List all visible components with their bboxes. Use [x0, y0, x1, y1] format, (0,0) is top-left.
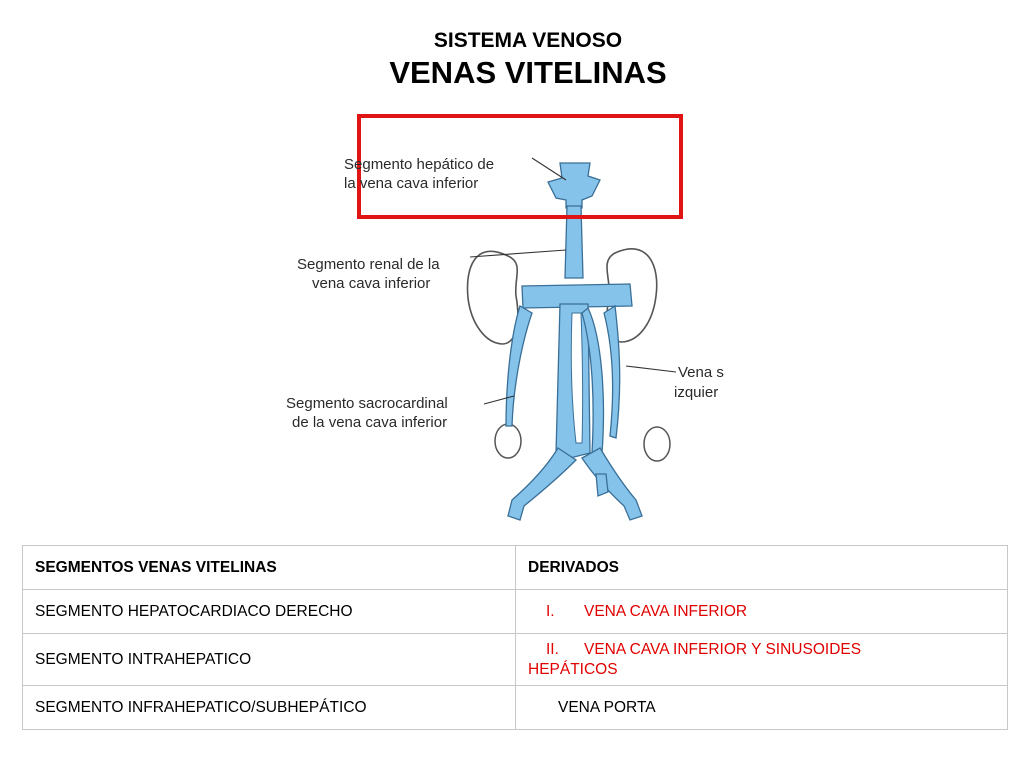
left-iliac: [508, 448, 576, 520]
derivative-number: II.: [546, 640, 559, 658]
derivative-text: VENA CAVA INFERIOR Y SINUSOIDES: [584, 640, 862, 658]
title-block: [0, 28, 1024, 92]
table-row: [23, 686, 1008, 730]
derivative-number: I.: [546, 602, 555, 620]
label-renal-1: Segmento renal de la: [297, 256, 440, 273]
header-derivatives: DERIVADOS: [516, 546, 1008, 590]
derivative-cell: [516, 590, 1008, 634]
table-row: [23, 590, 1008, 634]
derivative-cell: [516, 686, 1008, 730]
right-iliac: [582, 448, 642, 520]
label-sacrocardinal-1: Segmento sacrocardinal: [286, 395, 448, 412]
derivative-text: VENA CAVA INFERIOR: [584, 602, 748, 620]
derivative-text: VENA PORTA: [558, 698, 656, 716]
slide-title: VENAS VITELINAS: [389, 55, 667, 90]
table-row: [23, 634, 1008, 686]
label-renal-2: vena cava inferior: [312, 275, 431, 292]
header-segments: SEGMENTOS VENAS VITELINAS: [23, 546, 516, 590]
derivatives-table: [22, 545, 1008, 730]
segment-cell: SEGMENTO INFRAHEPATICO/SUBHEPÁTICO: [23, 686, 516, 730]
hepatic-segment: [548, 163, 600, 208]
slide-subtitle: SISTEMA VENOSO: [433, 29, 623, 52]
derivative-cell: [516, 634, 1008, 686]
label-sacrocardinal-2: de la vena cava inferior: [292, 414, 448, 431]
left-gonad: [495, 424, 521, 458]
label-vena-right-1: Vena s: [678, 364, 724, 381]
label-hepatic-2: la vena cava inferior: [344, 175, 479, 192]
label-vena-right-2: izquier: [674, 384, 719, 401]
segment-cell: SEGMENTO HEPATOCARDIACO DERECHO: [23, 590, 516, 634]
supracardinal-vein: [604, 306, 620, 438]
label-hepatic-1: Segmento hepático de: [344, 156, 495, 173]
table-header-row: [23, 546, 1008, 590]
venous-diagram: [270, 108, 740, 533]
right-gonad: [644, 427, 670, 461]
iliac-tail: [596, 474, 608, 496]
segment-cell: SEGMENTO INTRAHEPATICO: [23, 634, 516, 686]
derivative-text-cont: HEPÁTICOS: [528, 660, 618, 678]
venous-diagram-drawing: [270, 108, 740, 533]
left-kidney: [467, 251, 517, 344]
sacrocardinal-vein: [506, 306, 532, 426]
